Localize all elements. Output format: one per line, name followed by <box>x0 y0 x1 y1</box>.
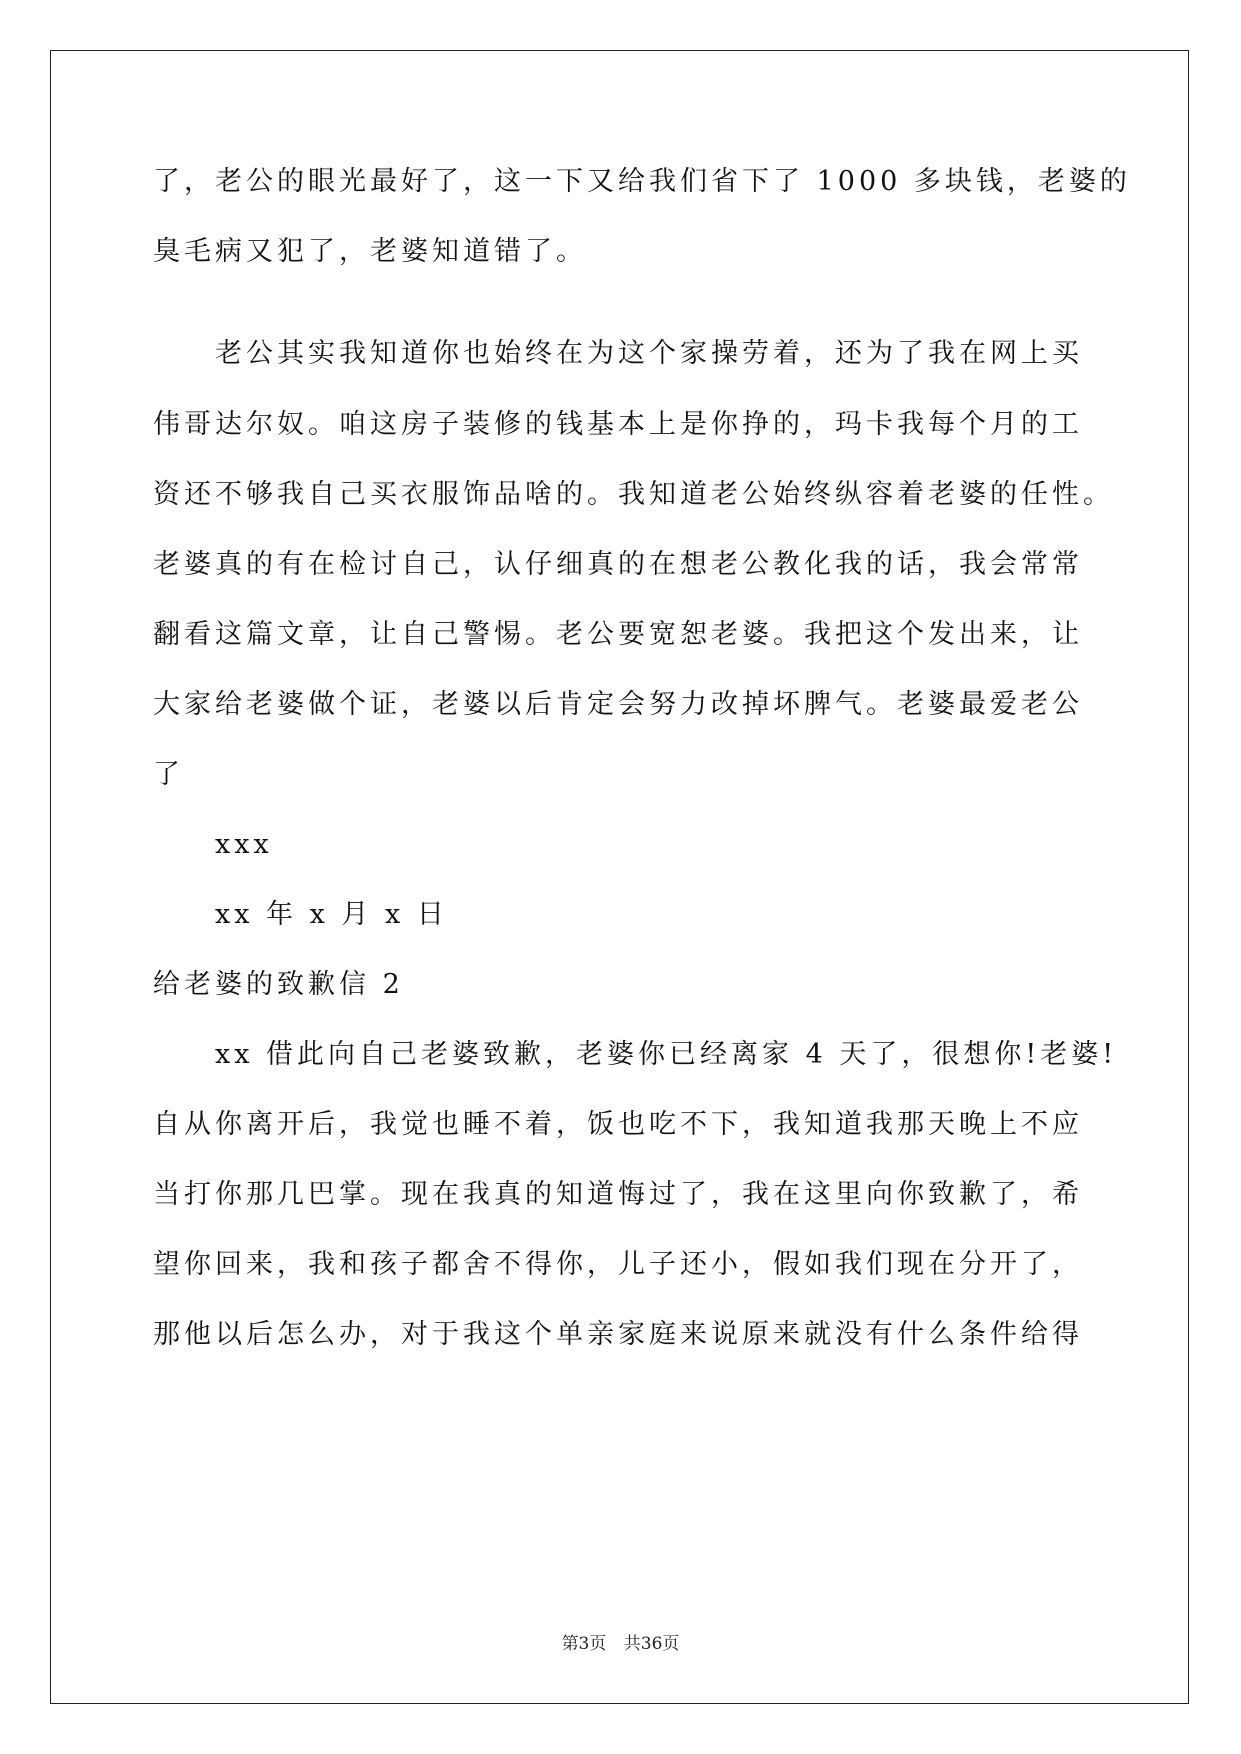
page-number: 第3页 <box>561 1634 607 1654</box>
paragraph-start: 老公其实我知道你也始终在为这个家操劳着，还为了我在网上买 <box>215 338 1083 369</box>
section-heading: 给老婆的致歉信 2 <box>153 969 404 1000</box>
date-line: xx 年 x 月 x 日 <box>215 899 448 930</box>
paragraph-start: xx 借此向自己老婆致歉，老婆你已经离家 4 天了，很想你!老婆! <box>215 1039 1118 1070</box>
page-frame <box>50 50 1189 1704</box>
text-line: 翻看这篇文章，让自己警惕。老公要宽恕老婆。我把这个发出来，让 <box>153 619 1083 650</box>
text-line: 老婆真的有在检讨自己，认仔细真的在想老公教化我的话，我会常常 <box>153 549 1083 580</box>
text-line: 了，老公的眼光最好了，这一下又给我们省下了 1000 多块钱，老婆的 <box>153 166 1131 197</box>
text-line: 当打你那几巴掌。现在我真的知道悔过了，我在这里向你致歉了，希 <box>153 1179 1083 1210</box>
text-line: 臭毛病又犯了，老婆知道错了。 <box>153 236 587 267</box>
text-line: 大家给老婆做个证，老婆以后肯定会努力改掉坏脾气。老婆最爱老公 <box>153 689 1083 720</box>
text-line: 那他以后怎么办，对于我这个单亲家庭来说原来就没有什么条件给得 <box>153 1319 1083 1350</box>
text-line: 望你回来，我和孩子都舍不得你，儿子还小，假如我们现在分开了， <box>153 1249 1083 1280</box>
text-line: 了 <box>153 759 184 790</box>
text-line: 资还不够我自己买衣服饰品啥的。我知道老公始终纵容着老婆的任性。 <box>153 479 1114 510</box>
text-line: 伟哥达尔奴。咱这房子装修的钱基本上是你挣的，玛卡我每个月的工 <box>153 409 1083 440</box>
text-line: 自从你离开后，我觉也睡不着，饭也吃不下，我知道我那天晚上不应 <box>153 1109 1083 1140</box>
page-footer <box>0 1629 1241 1654</box>
signature: xxx <box>215 829 273 860</box>
page-total: 共36页 <box>623 1634 680 1654</box>
